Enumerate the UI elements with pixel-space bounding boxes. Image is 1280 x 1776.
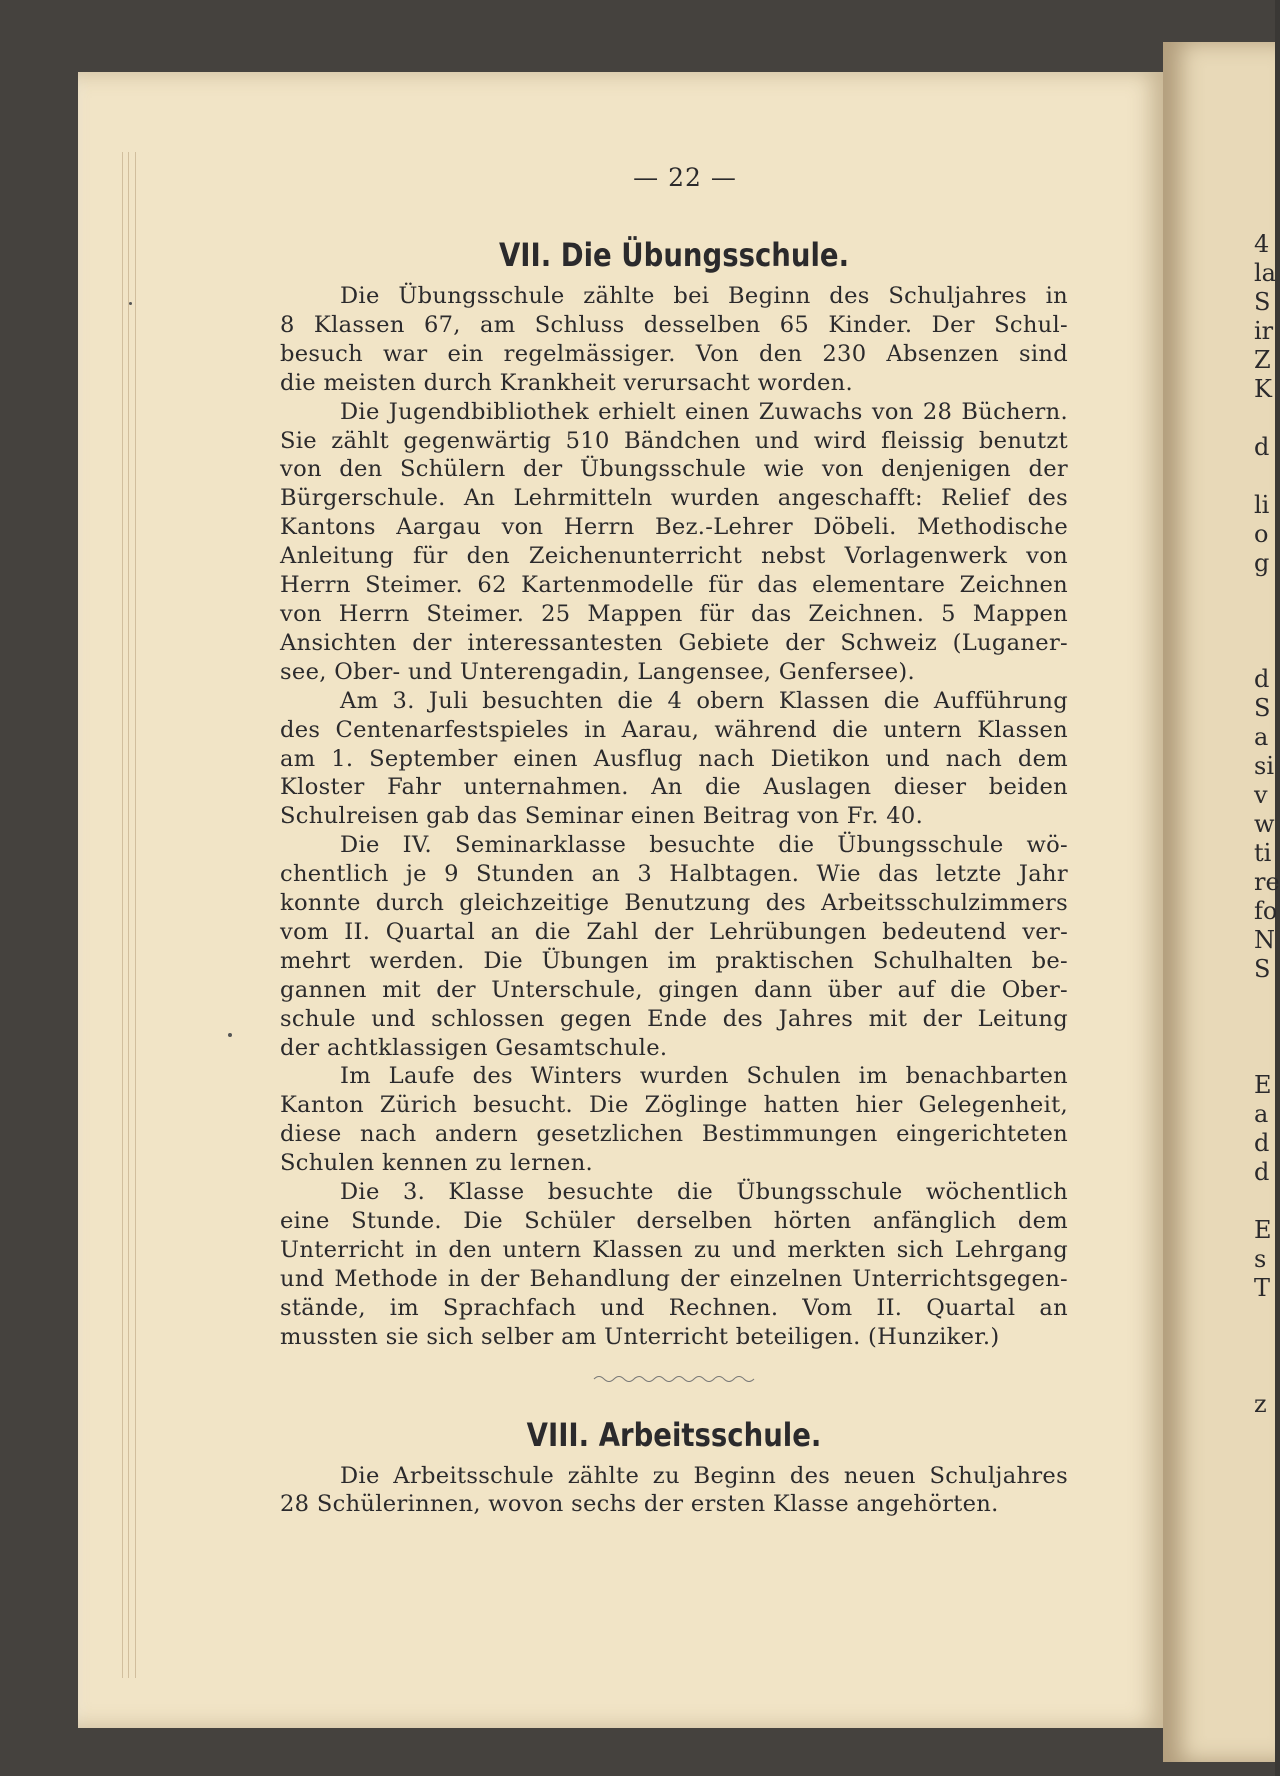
text-line: see, Ober- und Unterengadin, Langensee, Genfersee). xyxy=(280,658,915,685)
paragraph xyxy=(280,398,1068,687)
facing-page-fragment: si xyxy=(1254,752,1274,780)
text-line: Die Übungsschule zählte bei Beginn des Schuljahres in xyxy=(340,283,1068,309)
section-vii-title: VII. Die Übungsschule. xyxy=(498,236,850,274)
facing-page-fragment: v xyxy=(1254,781,1268,809)
text-line: Die Jugendbibliothek erhielt einen Zuwachs von 28 Büchern. xyxy=(340,398,1068,425)
text-line: Schulen kennen zu lernen. xyxy=(280,1150,594,1177)
facing-page-fragment: S xyxy=(1254,694,1271,722)
text-line: vom II. Quartal an die Zahl der Lehrübungen bedeutend ver- xyxy=(280,918,1068,945)
facing-page-fragment: ir xyxy=(1254,317,1274,345)
page-edge-line xyxy=(122,152,123,1678)
text-line: gannen mit der Unterschule, gingen dann über auf die Ober- xyxy=(280,976,1068,1003)
facing-page-fragment: d xyxy=(1254,1158,1270,1186)
text-line: Die Arbeitsschule zählte zu Beginn des neuen Schuljahres xyxy=(340,1462,1068,1489)
text-line: stände, im Sprachfach und Rechnen. Vom II. Quartal an xyxy=(280,1294,1068,1321)
text-line: schule und schlossen gegen Ende des Jahres mit der Leitung xyxy=(280,1005,1068,1032)
section-viii-title: VIII. Arbeitsschule. xyxy=(526,1415,822,1454)
facing-page-fragment xyxy=(1254,636,1274,665)
facing-page-fragment: 4 xyxy=(1254,230,1270,258)
facing-page-fragment xyxy=(1254,578,1274,607)
facing-page-fragment xyxy=(1254,1332,1274,1361)
ornament-divider xyxy=(594,1374,754,1384)
text-line: Ansichten der interessantesten Gebiete der Schweiz (Luganer- xyxy=(280,629,1068,656)
text-line: konnte durch gleichzeitige Benutzung des Arbeitsschulzimmers xyxy=(280,890,1068,917)
facing-page-fragment xyxy=(1254,1042,1274,1071)
text-line: Anleitung für den Zeichenunterricht nebst Vorlagenwerk von xyxy=(280,543,1068,570)
facing-page-fragment: S xyxy=(1254,955,1271,983)
text-line: besuch war ein regelmässiger. Von den 230 Absenzen sind xyxy=(280,340,1068,367)
facing-page-fragment xyxy=(1254,1303,1274,1332)
text-line: Bürgerschule. An Lehrmitteln wurden angeschafft: Relief des xyxy=(280,485,1068,512)
paragraph xyxy=(280,282,1068,398)
facing-page-fragment: la xyxy=(1254,259,1276,287)
facing-page-fragment: T xyxy=(1254,1274,1271,1302)
text-line: Herrn Steimer. 62 Kartenmodelle für das elementare Zeichnen xyxy=(280,572,1068,599)
text-line: mussten sie sich selber am Unterricht beteiligen. (Hunziker.) xyxy=(280,1323,1000,1350)
facing-page-fragment: Z xyxy=(1254,346,1271,374)
page-edge-line xyxy=(135,152,136,1678)
paragraph xyxy=(280,687,1068,832)
facing-page-fragment: fo xyxy=(1254,897,1278,925)
facing-page-fragment: E xyxy=(1254,1071,1272,1099)
text-line: eine Stunde. Die Schüler derselben hörten anfänglich dem xyxy=(280,1208,1068,1234)
facing-page-fragment xyxy=(1254,1013,1274,1042)
paragraph xyxy=(280,1462,1068,1520)
text-line: und Methode in der Behandlung der einzelnen Unterrichtsgegen- xyxy=(280,1265,1068,1292)
facing-page-fragment: s xyxy=(1254,1245,1267,1273)
text-line: Im Laufe des Winters wurden Schulen im benachbarten xyxy=(340,1063,1068,1090)
speck xyxy=(228,1033,232,1037)
text-line: 28 Schülerinnen, wovon sechs der ersten Klasse angehörten. xyxy=(280,1491,999,1518)
facing-page-fragment: S xyxy=(1254,288,1271,316)
facing-page-fragment: N xyxy=(1254,926,1275,954)
facing-page-fragment xyxy=(1254,1361,1274,1390)
facing-page-fragment: a xyxy=(1254,1100,1269,1128)
text-line: Kanton Zürich besucht. Die Zöglinge hatten hier Gelegenheit, xyxy=(280,1092,1068,1119)
text-line: diese nach andern gesetzlichen Bestimmungen eingerichteten xyxy=(280,1121,1068,1148)
paragraph xyxy=(280,831,1068,1062)
text-line: Sie zählt gegenwärtig 510 Bändchen und wird fleissig benutzt xyxy=(280,427,1068,454)
facing-page-fragment xyxy=(1254,984,1274,1013)
paragraph xyxy=(280,1062,1068,1178)
text-line: des Centenarfestspieles in Aarau, während die untern Klassen xyxy=(280,716,1068,743)
text-line: von Herrn Steimer. 25 Mappen für das Zeichnen. 5 Mappen xyxy=(280,600,1068,627)
facing-page-fragment: d xyxy=(1254,433,1270,461)
text-line: Kantons Aargau von Herrn Bez.-Lehrer Döbeli. Methodische xyxy=(280,514,1068,541)
text-line: Die IV. Seminarklasse besuchte die Übungsschule wö- xyxy=(340,832,1068,859)
facing-page-fragment: a xyxy=(1254,723,1269,751)
text-line: Am 3. Juli besuchten die 4 obern Klassen die Aufführung xyxy=(340,687,1068,714)
facing-page-fragment: re xyxy=(1254,868,1280,896)
facing-page-fragment: E xyxy=(1254,1216,1272,1244)
facing-page-fragment: g xyxy=(1254,549,1270,577)
text-line: 8 Klassen 67, am Schluss desselben 65 Kinder. Der Schul- xyxy=(280,311,1068,338)
facing-page-fragment: K xyxy=(1254,375,1272,403)
facing-page-fragment xyxy=(1254,404,1274,433)
text-line: von den Schülern der Übungsschule wie von denjenigen der xyxy=(280,456,1068,483)
text-line: Schulreisen gab das Seminar einen Beitrag von Fr. 40. xyxy=(280,803,924,830)
facing-page-fragment: d xyxy=(1254,1129,1270,1157)
facing-page-text xyxy=(1254,230,1280,1419)
paragraph xyxy=(280,1178,1068,1351)
speck xyxy=(129,302,132,305)
facing-page-fragment: z xyxy=(1254,1390,1267,1418)
facing-page-fragment xyxy=(1254,462,1274,491)
text-line: Kloster Fahr unternahmen. An die Auslagen dieser beiden xyxy=(280,774,1068,801)
page-edge-line xyxy=(128,152,129,1678)
text-line: die meisten durch Krankheit verursacht worden. xyxy=(280,369,853,396)
facing-page-fragment xyxy=(1254,607,1274,636)
facing-page-fragment xyxy=(1254,1187,1274,1216)
facing-page-fragment: o xyxy=(1254,520,1269,548)
section-vii-body xyxy=(280,282,1068,1352)
text-line: chentlich je 9 Stunden an 3 Halbtagen. Wie das letzte Jahr xyxy=(280,861,1068,888)
facing-page-fragment: d xyxy=(1254,665,1270,693)
text-line: Unterricht in den untern Klassen zu und merkten sich Lehrgang xyxy=(280,1236,1068,1263)
text-line: der achtklassigen Gesamtschule. xyxy=(280,1034,668,1061)
facing-page-fragment: w xyxy=(1254,810,1275,838)
text-line: mehrt werden. Die Übungen im praktischen Schulhalten be- xyxy=(280,947,1068,974)
section-viii-body xyxy=(280,1462,1068,1520)
page-number: — 22 — xyxy=(633,163,737,192)
text-line: Die 3. Klasse besuchte die Übungsschule wöchentlich xyxy=(340,1179,1068,1206)
text-line: am 1. September einen Ausflug nach Dietikon und nach dem xyxy=(280,745,1068,772)
facing-page-fragment: ti xyxy=(1254,839,1272,867)
page-text xyxy=(280,160,1068,1519)
facing-page-fragment: li xyxy=(1254,491,1270,519)
